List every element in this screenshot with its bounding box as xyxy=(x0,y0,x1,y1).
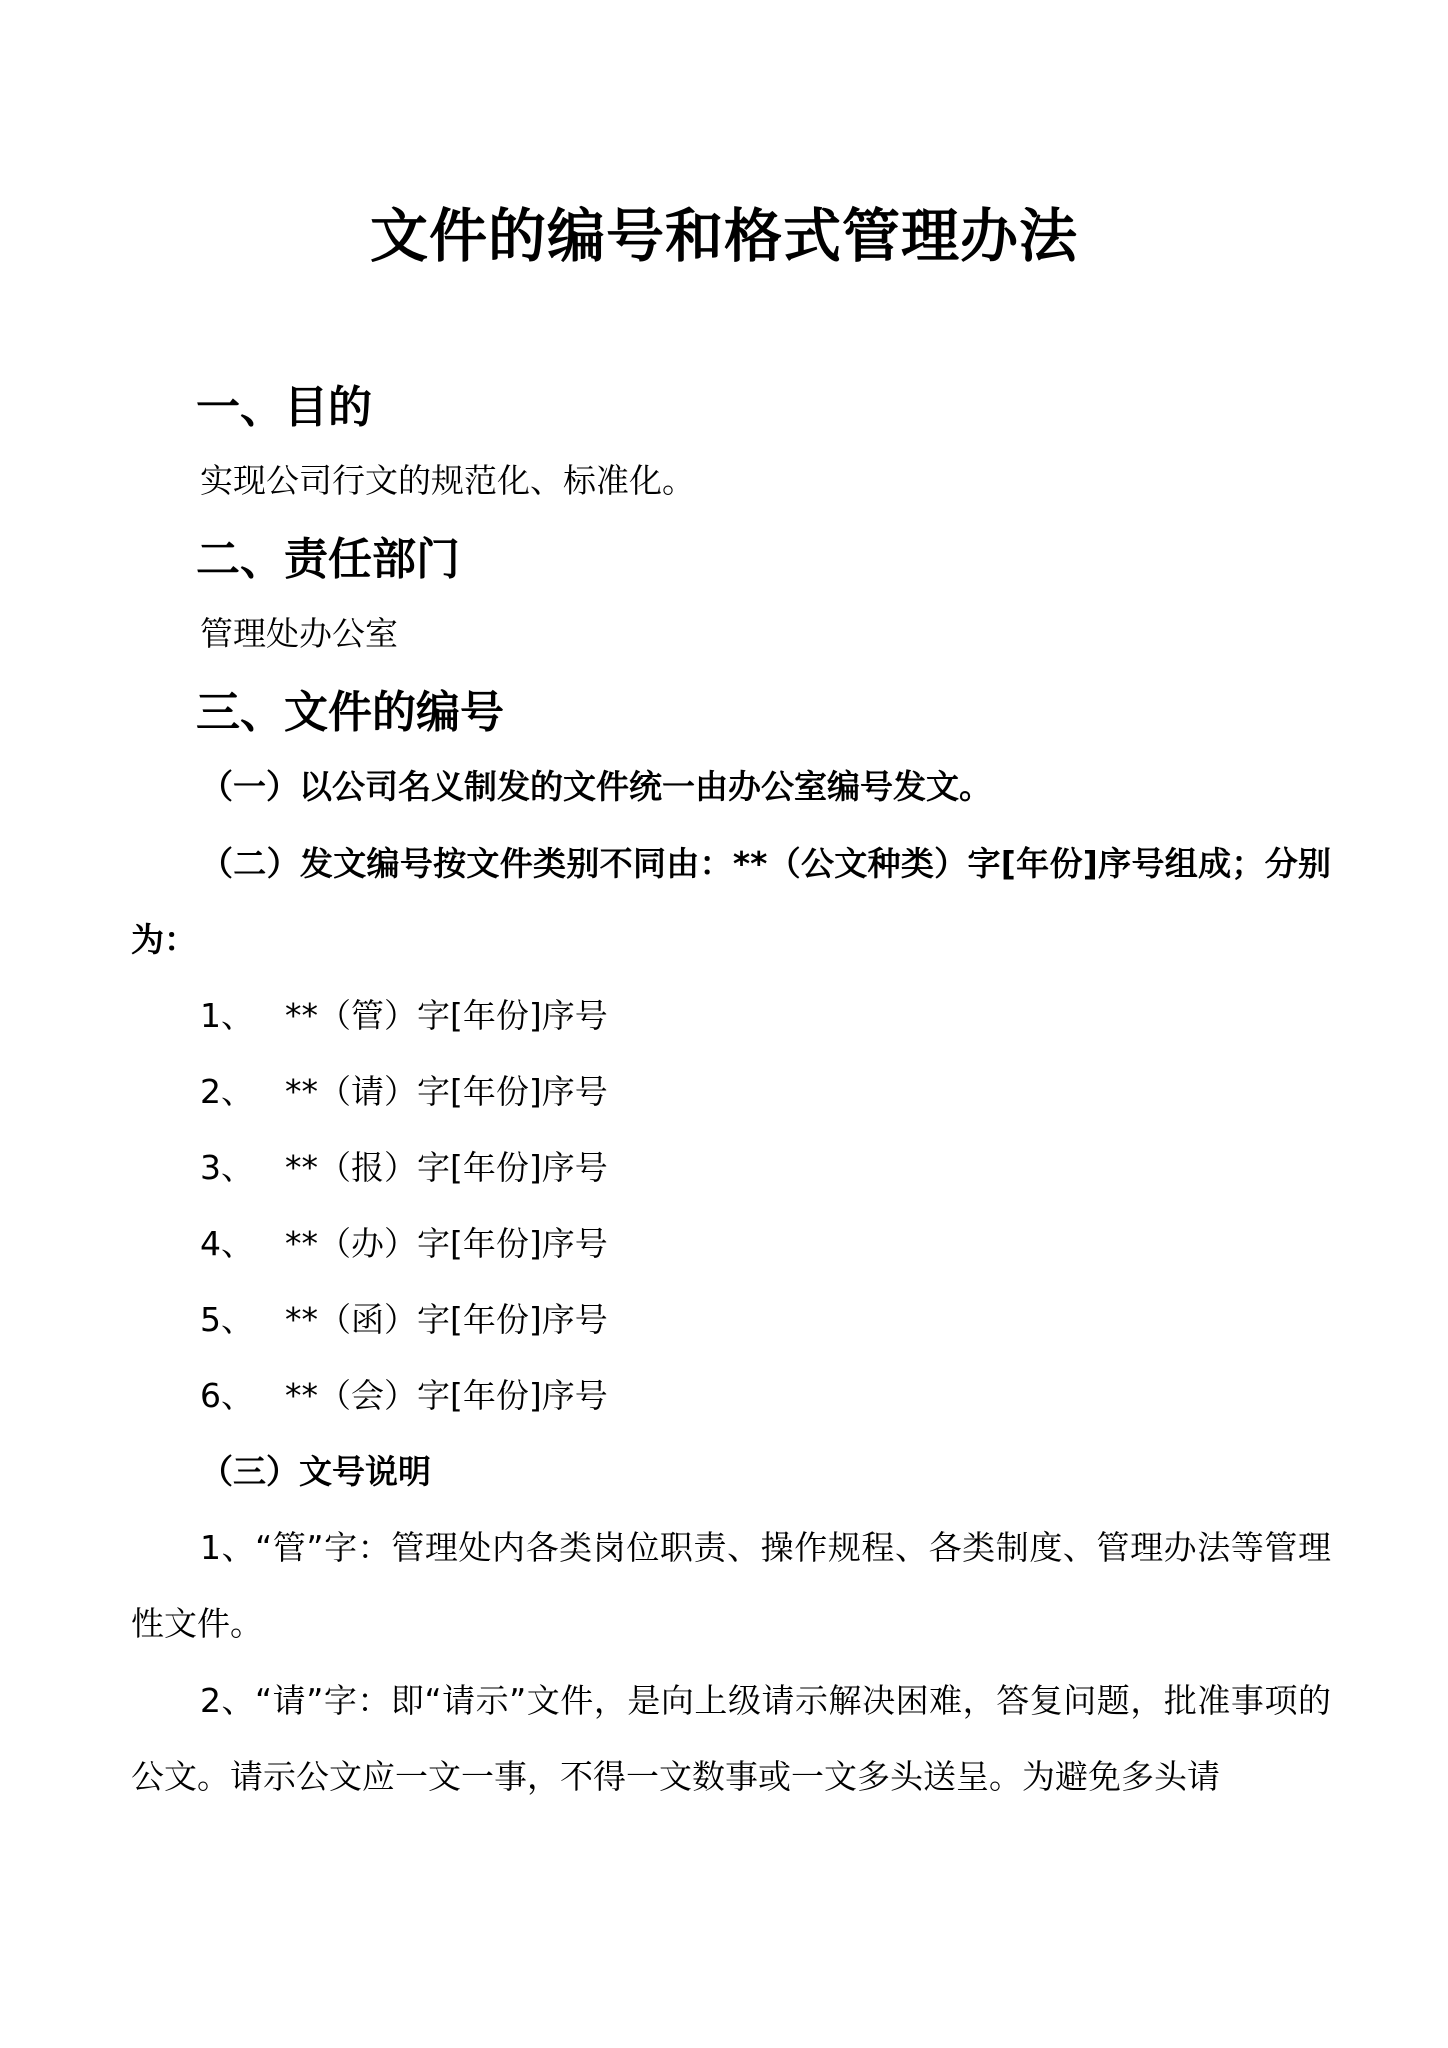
subsection-3: （三）文号说明 xyxy=(200,1452,431,1491)
list-item-number: 3、 xyxy=(200,1148,254,1187)
list-item xyxy=(200,991,608,1041)
note-paragraph-2: 2、“请”字：即“请示”文件，是向上级请示解决困难，答复问题，批准事项的公文。请示公文应一文一事，不得一文数事或一文多头送呈。为避免多头请 xyxy=(131,1681,1331,1796)
list-item-text: **（会）字[年份]序号 xyxy=(285,1376,608,1415)
subsection-2: （二）发文编号按文件类别不同由：**（公文种类）字[年份]序号组成；分别为： xyxy=(131,844,1331,959)
list-item-number: 2、 xyxy=(200,1072,254,1111)
subsection-1: （一）以公司名义制发的文件统一由办公室编号发文。 xyxy=(200,767,992,806)
section-heading-responsible-dept: 二、责任部门 xyxy=(196,534,460,585)
note-paragraph-1: 1、“管”字：管理处内各类岗位职责、操作规程、各类制度、管理办法等管理性文件。 xyxy=(131,1528,1331,1643)
list-item xyxy=(200,1143,608,1193)
section-heading-file-numbering: 三、文件的编号 xyxy=(196,687,504,738)
list-item xyxy=(200,1219,608,1269)
document-title: 文件的编号和格式管理办法 xyxy=(369,202,1078,270)
list-item xyxy=(200,1371,608,1421)
list-item-number: 1、 xyxy=(200,996,254,1035)
list-item-text: **（请）字[年份]序号 xyxy=(285,1072,608,1111)
list-item-text: **（办）字[年份]序号 xyxy=(285,1224,608,1263)
list-item xyxy=(200,1067,608,1117)
section-heading-purpose: 一、目的 xyxy=(196,382,372,433)
list-item-text: **（管）字[年份]序号 xyxy=(285,996,608,1035)
list-item-number: 5、 xyxy=(200,1300,254,1339)
list-item-text: **（报）字[年份]序号 xyxy=(285,1148,608,1187)
list-item xyxy=(200,1295,608,1345)
section-body-responsible-dept: 管理处办公室 xyxy=(200,614,398,653)
list-item-number: 6、 xyxy=(200,1376,254,1415)
section-body-purpose: 实现公司行文的规范化、标准化。 xyxy=(200,461,695,500)
list-item-number: 4、 xyxy=(200,1224,254,1263)
list-item-text: **（函）字[年份]序号 xyxy=(285,1300,608,1339)
